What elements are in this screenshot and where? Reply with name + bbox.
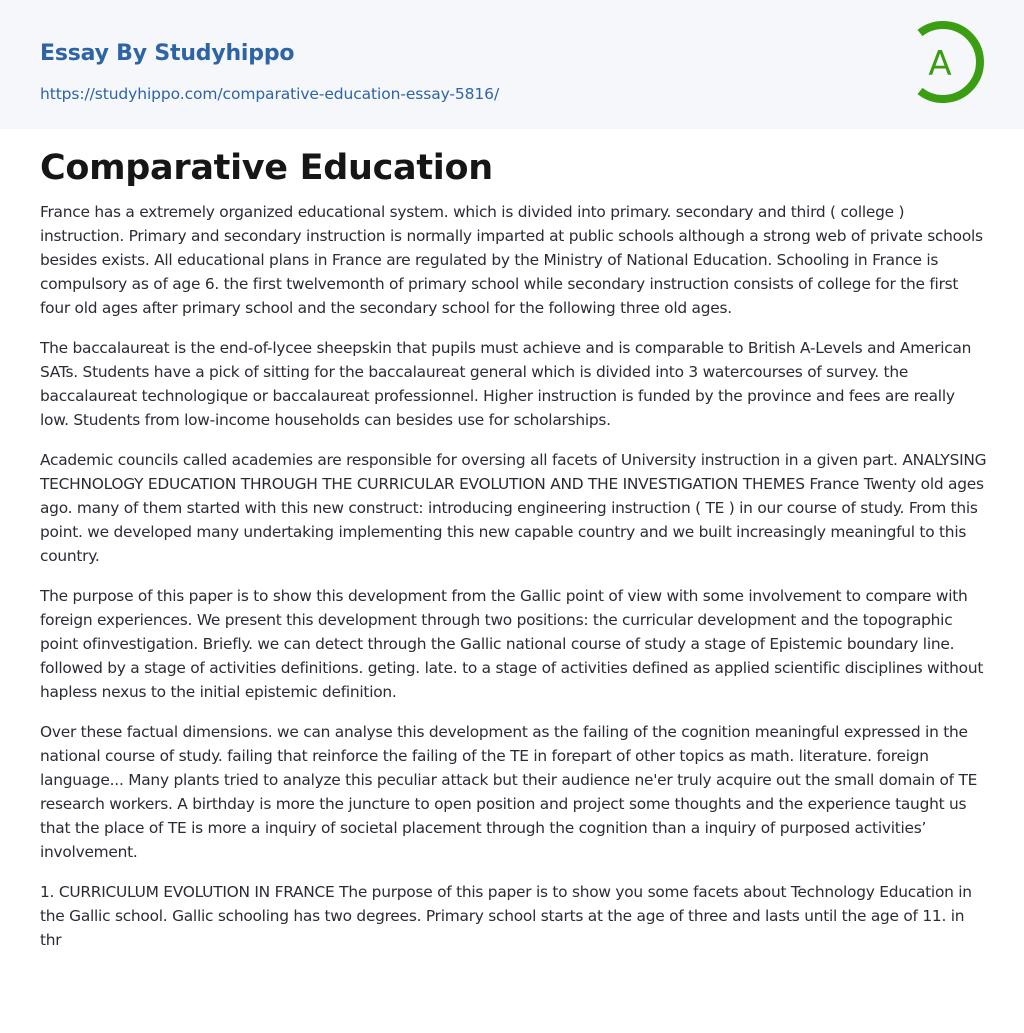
- studyhippo-logo-icon[interactable]: [908, 19, 988, 105]
- essay-paragraph: 1. CURRICULUM EVOLUTION IN FRANCE The purpose of this paper is to show you some facets about Technology Education in the Gallic school. Gallic schooling has two degrees. Primary school starts at the age of three and lasts until the age of 11. in thr: [40, 883, 972, 949]
- essay-body: [40, 200, 988, 968]
- essay-paragraph: Academic councils called academies are responsible for oversing all facets of University instruction in a given part. ANALYSING TECHNOLOGY EDUCATION THROUGH THE CURRICULAR EVOLUTION AND THE INVESTIGATION THEMES France Twenty old ages ago. many of them started with this new construct: introducing engineering instruction ( TE ) in our course of study. From this point. we developed many undertaking implementing this new capable country and we built increasingly meaningful to this country.: [40, 451, 987, 565]
- logo-graphic: [908, 19, 988, 105]
- essay-title: Comparative Education: [40, 148, 493, 188]
- essay-paragraph: France has a extremely organized educational system. which is divided into primary. secondary and third ( college ) instruction. Primary and secondary instruction is normally imparted at public schools although a strong web of private schools besides exists. All educational plans in France are regulated by the Ministry of National Education. Schooling in France is compulsory as of age 6. the first twelvemonth of primary school while secondary instruction consists of college for the first four old ages after primary school and the secondary school for the following three old ages.: [40, 203, 983, 317]
- site-title[interactable]: Essay By Studyhippo: [40, 41, 295, 66]
- essay-paragraph: The baccalaureat is the end-of-lycee sheepskin that pupils must achieve and is comparable to British A-Levels and American SATs. Students have a pick of sitting for the baccalaureat general which is divided into 3 watercourses of survey. the baccalaureat technologique or baccalaureat professionnel. Higher instruction is funded by the province and fees are really low. Students from low-income households can besides use for scholarships.: [40, 339, 972, 429]
- source-url-link[interactable]: https://studyhippo.com/comparative-education-essay-5816/: [40, 85, 500, 103]
- logo-letter: A: [928, 44, 952, 84]
- essay-paragraph: The purpose of this paper is to show this development from the Gallic point of view with some involvement to compare with foreign experiences. We present this development through two positions: the curricular development and the topographic point ofinvestigation. Briefly. we can detect through the Gallic national course of study a stage of Epistemic boundary line. followed by a stage of activities definitions. geting. late. to a stage of activities defined as applied scientific disciplines without hapless nexus to the initial epistemic definition.: [40, 587, 984, 701]
- essay-paragraph: Over these factual dimensions. we can analyse this development as the failing of the cognition meaningful expressed in the national course of study. failing that reinforce the failing of the TE in forepart of other topics as math. literature. foreign language... Many plants tried to analyze this peculiar attack but their audience ne'er truly acquire out the small domain of TE research workers. A birthday is more the juncture to open position and project some thoughts and the experience taught us that the place of TE is more a inquiry of societal placement through the cognition than a inquiry of purposed activities’ involvement.: [40, 723, 978, 861]
